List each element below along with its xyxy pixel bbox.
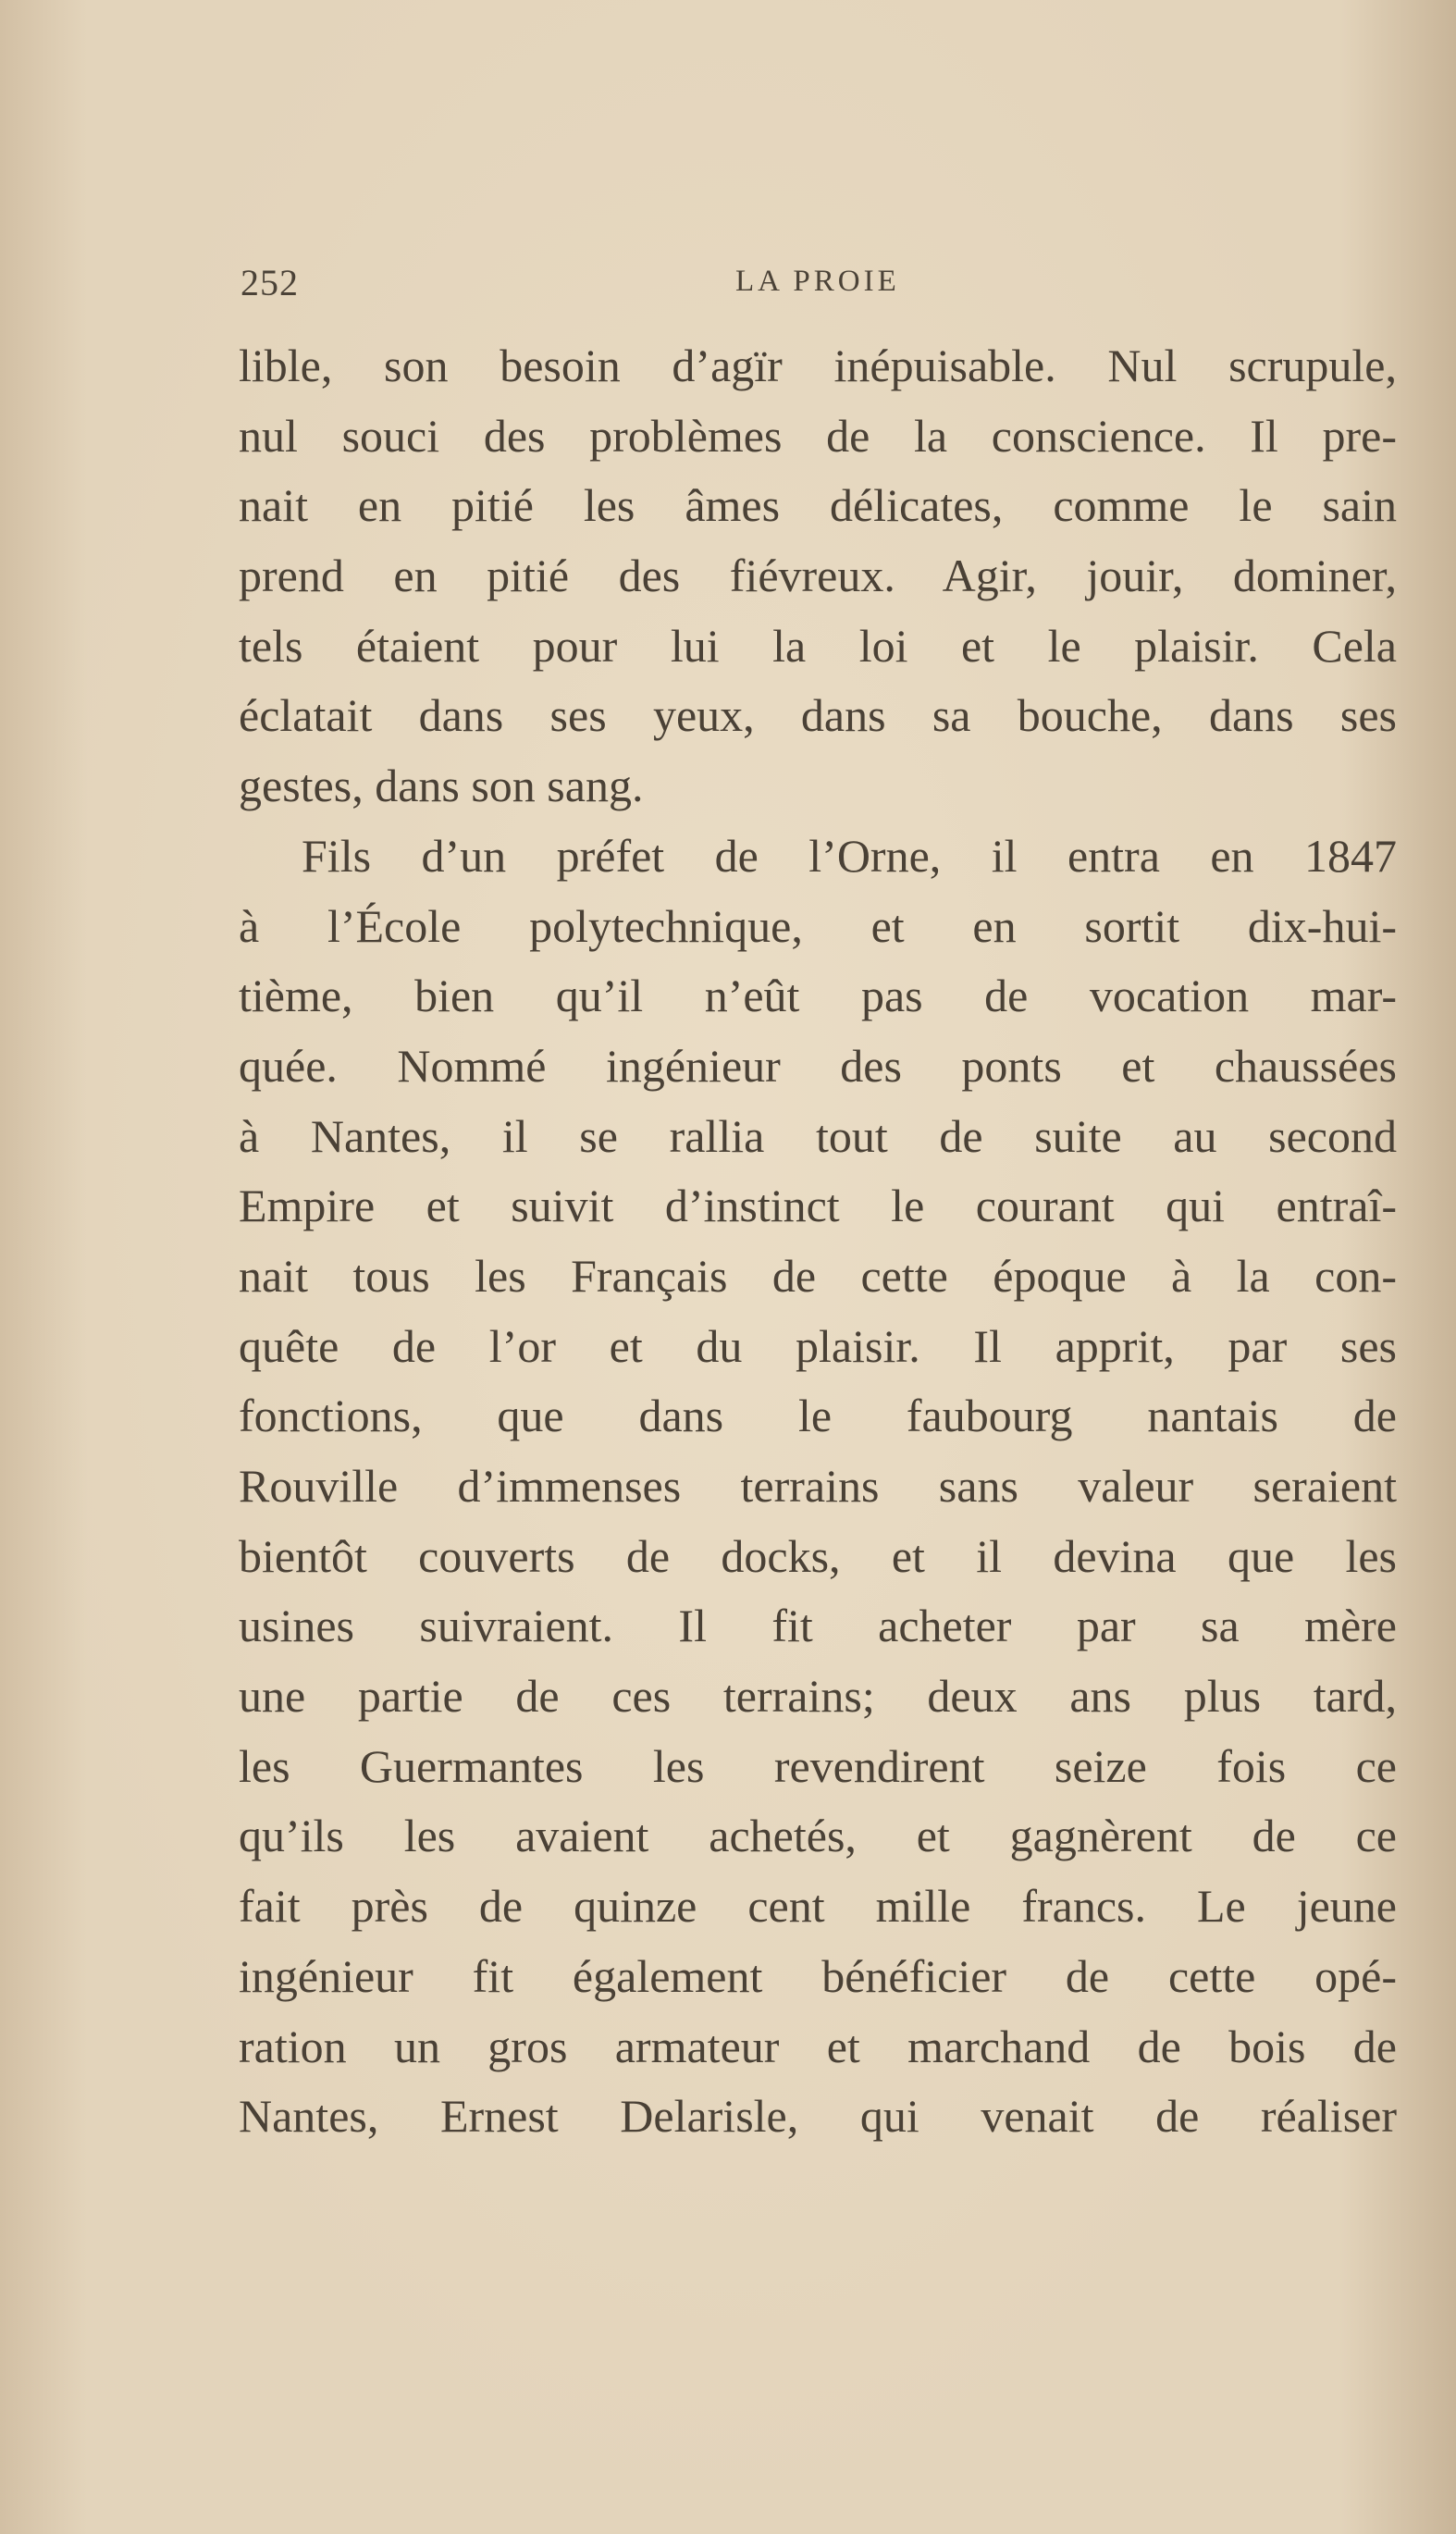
- text-line: lible, son besoin d’agïr inépuisable. Nul scrupule,: [239, 340, 1397, 391]
- text-line: ration un gros armateur et marchand de bois de: [239, 2020, 1397, 2072]
- text-line: quête de l’or et du plaisir. Il apprit, par ses: [239, 1319, 1397, 1372]
- text-line: nait tous les Français de cette époque à la con-: [239, 1249, 1397, 1302]
- text-line: Nantes, Ernest Delarisle, qui venait de réaliser: [239, 2090, 1397, 2143]
- text-line: fonctions, que dans le faubourg nantais de: [239, 1390, 1397, 1442]
- page-number: 252: [241, 262, 299, 303]
- text-line: les Guermantes les revendirent seize fois ce: [239, 1739, 1397, 1792]
- text-line: une partie de ces terrains; deux ans plus tard,: [239, 1670, 1397, 1723]
- text-line: nul souci des problèmes de la conscience. Il pre-: [239, 409, 1397, 462]
- text-line: tels étaient pour lui la loi et le plaisir. Cela: [239, 619, 1397, 672]
- text-line: à l’École polytechnique, et en sortit dix-hui-: [239, 899, 1397, 952]
- text-line: prend en pitié des fiévreux. Agir, jouir, dominer,: [239, 550, 1397, 602]
- text-line: ingénieur fit également bénéficier de cette opé-: [239, 1949, 1397, 2002]
- text-line: fait près de quinze cent mille francs. Le jeune: [239, 1880, 1397, 1933]
- text-line: Rouville d’immenses terrains sans valeur seraient: [239, 1460, 1397, 1512]
- text-line: tième, bien qu’il n’eût pas de vocation mar-: [239, 970, 1397, 1022]
- text-line: bientôt couverts de docks, et il devina que les: [239, 1529, 1397, 1582]
- paragraph-end-line: gestes, dans son sang.: [239, 760, 644, 812]
- paragraph-start-line: Fils d’un préfet de l’Orne, il entra en 1847: [302, 829, 1397, 882]
- text-line: à Nantes, il se rallia tout de suite au second: [239, 1109, 1397, 1162]
- text-line: usines suivraient. Il fit acheter par sa mère: [239, 1600, 1397, 1652]
- page-header: [241, 261, 1397, 316]
- text-body: [239, 331, 1397, 2152]
- text-line: qu’ils les avaient achetés, et gagnèrent de ce: [239, 1810, 1397, 1862]
- text-line: éclatait dans ses yeux, dans sa bouche, dans ses: [239, 689, 1397, 742]
- text-line: quée. Nommé ingénieur des ponts et chaussées: [239, 1039, 1397, 1092]
- running-title: LA PROIE: [735, 265, 900, 298]
- text-line: nait en pitié les âmes délicates, comme le sain: [239, 479, 1397, 532]
- text-line: Empire et suivit d’instinct le courant qui entraî-: [239, 1180, 1397, 1232]
